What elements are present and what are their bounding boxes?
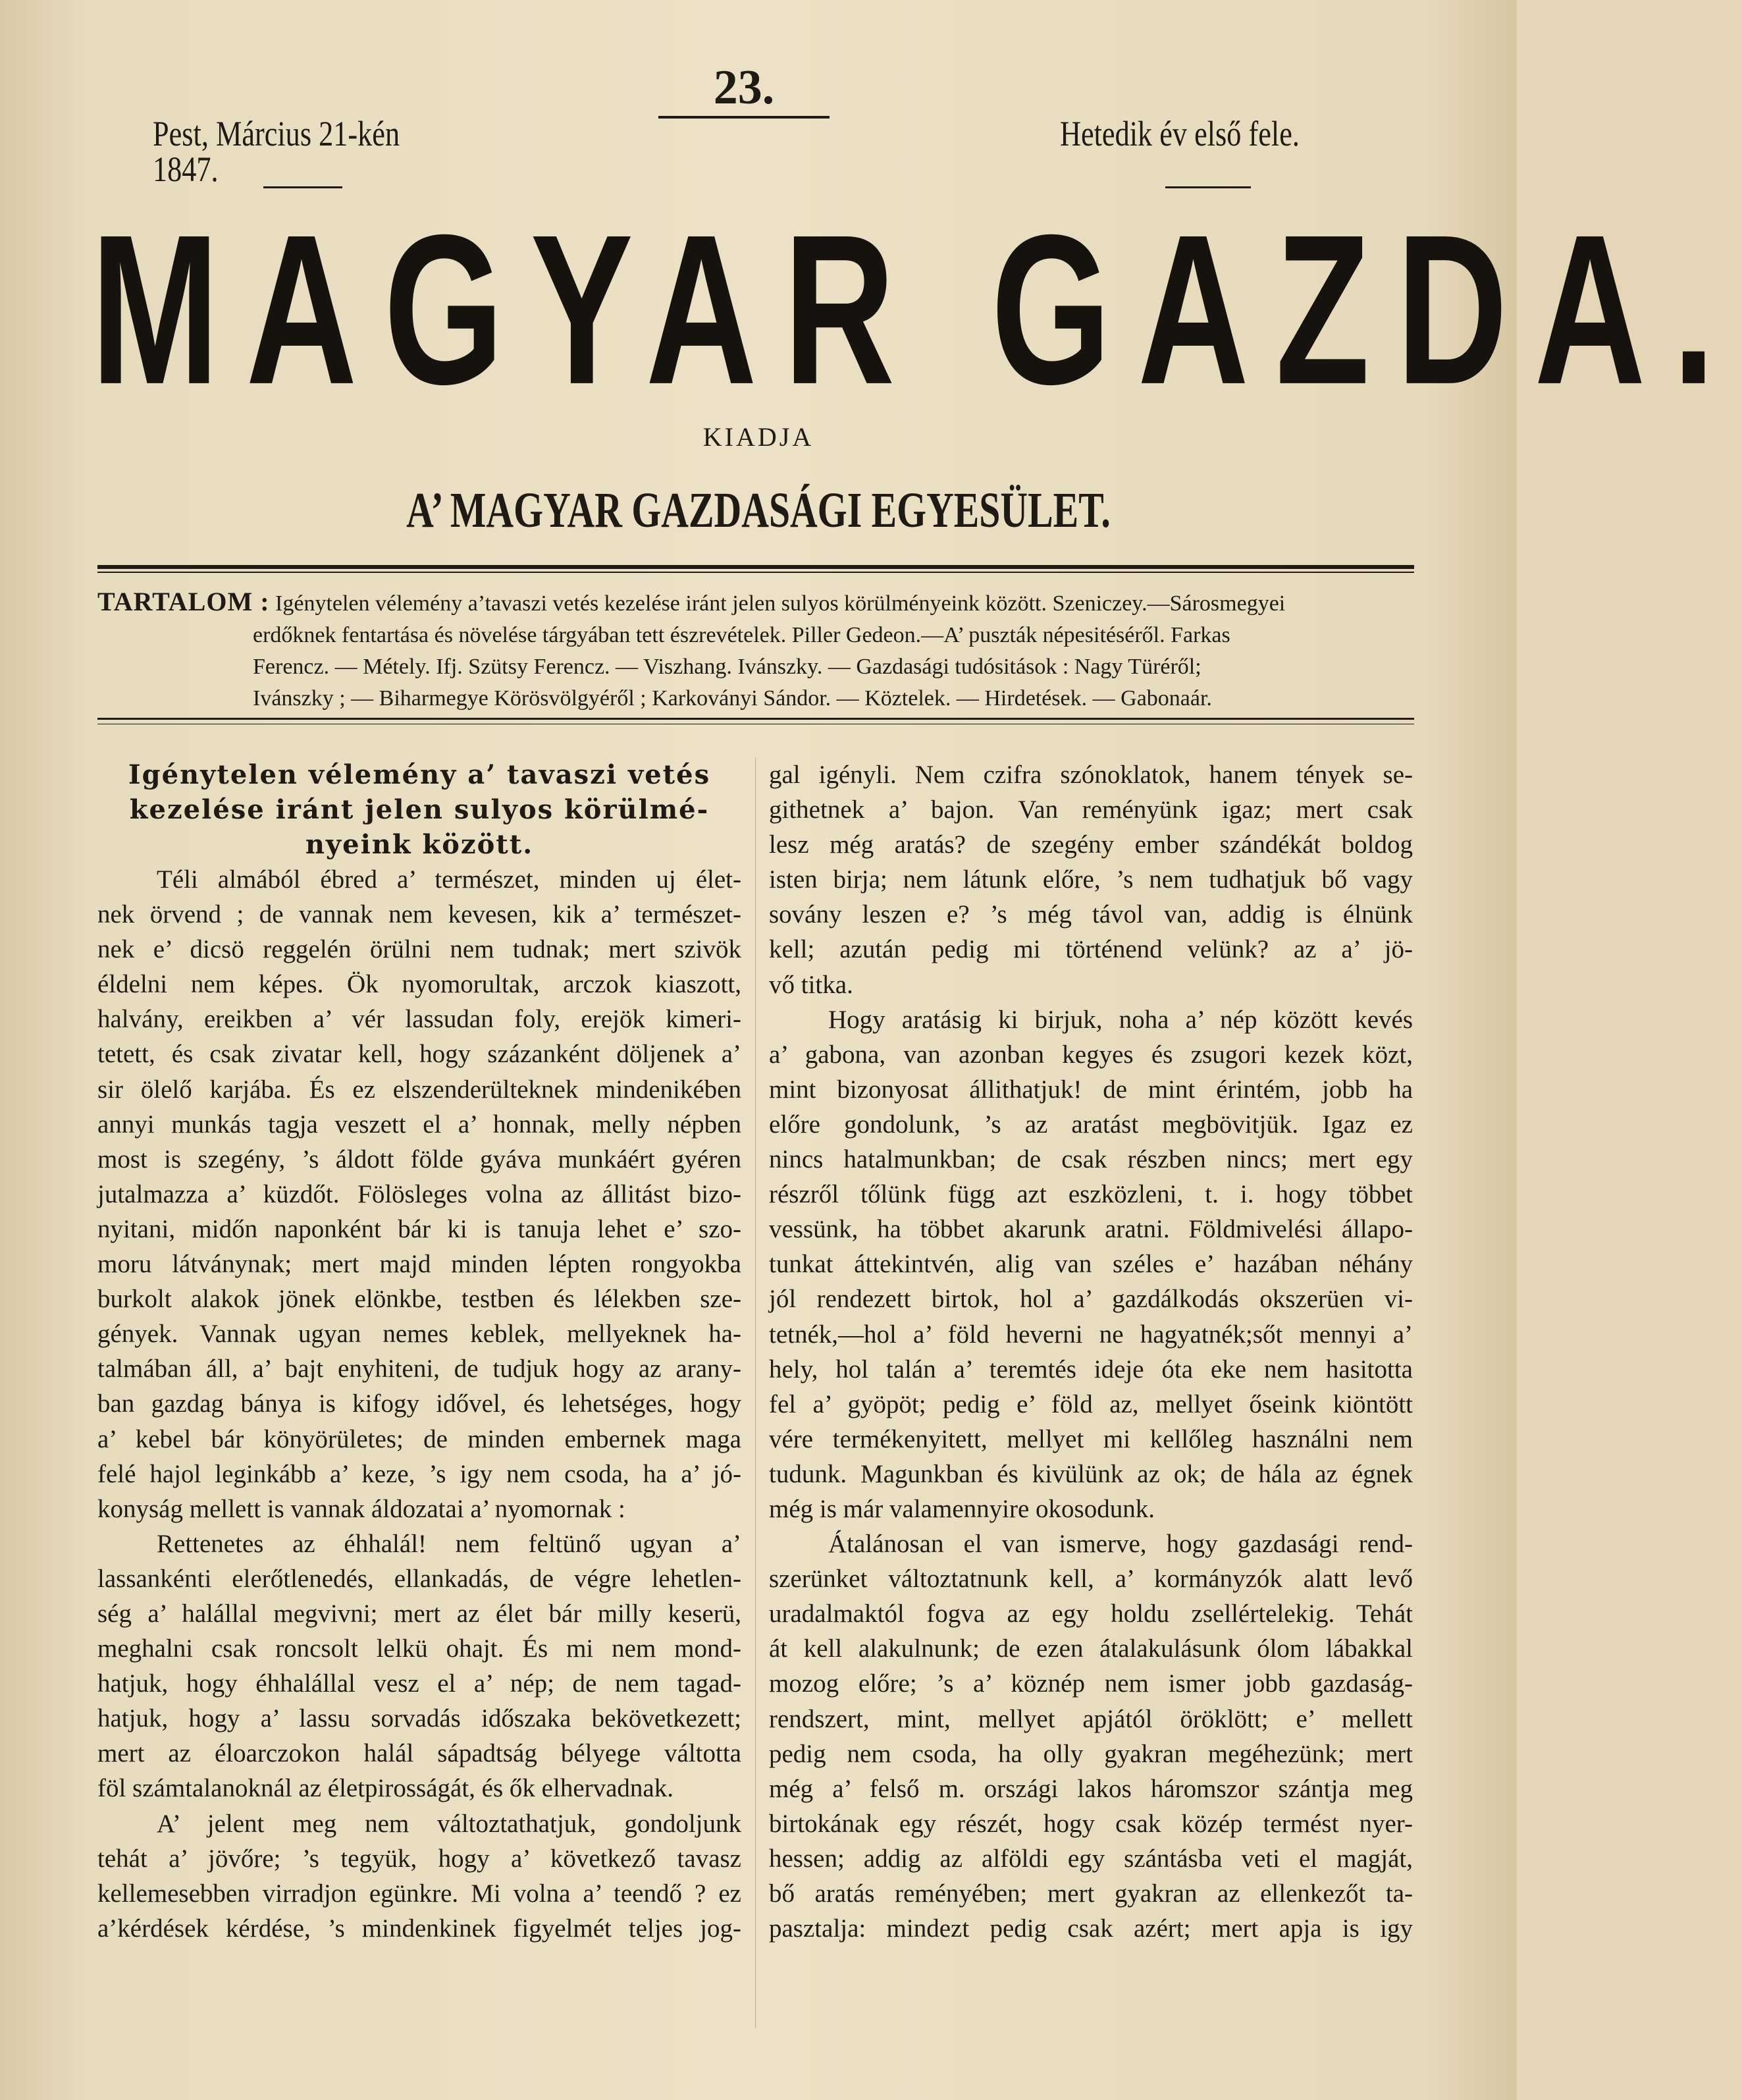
text-line: Téli almából ébred a’ természet, minden uj élet- [157, 865, 741, 894]
text-line: ség a’ halállal megvivni; mert az élet bár milly keserü, [97, 1599, 741, 1628]
text-line: lassankénti elerőtlenedés, ellankadás, de végre lehetlen- [97, 1564, 741, 1593]
article-body-right [769, 757, 1413, 1946]
text-line: nek e’ dicsö reggelén örülni nem tudnak; mert szivök [97, 935, 741, 964]
text-line: föl számtalanoknál az életpirosságát, és ők elhervadnak. [97, 1774, 673, 1803]
text-line: sovány leszen e? ’s még távol van, addig is élnünk [769, 900, 1413, 929]
article-body-left [97, 862, 741, 1946]
text-line: moru látványnak; mert majd minden lépten rongyokba [97, 1250, 741, 1279]
text-line: A’ jelent meg nem változtathatjuk, gondoljunk [157, 1809, 741, 1838]
column-divider [755, 757, 756, 2028]
text-line: mozog előre; ’s a’ köznép nem ismer jobb gazdaság- [769, 1669, 1413, 1698]
text-line: tunkat áttekintvén, alig van széles e’ hazában néhány [769, 1250, 1413, 1279]
text-line: a’ gabona, van azonban kegyes és zsugori kezek közt, [769, 1040, 1413, 1069]
text-line: tudunk. Magunkban és kivülünk az ok; de hála az égnek [769, 1459, 1413, 1488]
divider [97, 572, 1414, 573]
text-line: kell; azután pedig mi történend velünk? az a’ jö- [769, 935, 1413, 964]
toc-text: Ferencz. — Métely. Ifj. Szütsy Ferencz. — Viszhang. Ivánszky. — Gazdasági tudósitások : Nagy Türéről; [253, 655, 1201, 679]
text-line: most is szegény, ’s áldott földe gyáva munkáért gyéren [97, 1144, 741, 1173]
text-line: a’kérdések kérdése, ’s mindenkinek figyelmét teljes jog- [97, 1914, 741, 1943]
text-line: részről tőlünk függ azt eszközleni, t. i. hogy többet [769, 1180, 1413, 1209]
headline-line: nyeink között. [305, 829, 534, 860]
text-line: mert az éloarczokon halál sápadtság bélyege váltotta [97, 1739, 741, 1768]
text-line: Átalánosan el van ismerve, hogy gazdasági rend- [828, 1530, 1413, 1559]
toc-label: TARTALOM : [97, 587, 270, 616]
text-line: gények. Vannak ugyan nemes keblek, mellyeknek ha- [97, 1320, 741, 1349]
divider [263, 186, 342, 188]
divider [97, 718, 1414, 720]
text-line: tetett, és csak zivatar kell, hogy százanként döljenek a’ [97, 1040, 741, 1069]
table-of-contents [97, 586, 1408, 714]
text-line: gal igényli. Nem czifra szónoklatok, hanem tények se- [769, 761, 1413, 789]
text-line: meghalni csak roncsolt lelkü ohajt. És mi nem mond- [97, 1634, 741, 1663]
volume-info: Hetedik év első fele. [1060, 114, 1300, 153]
text-line: nincs hatalmunkban; de csak részben nincs; mert egy [769, 1145, 1413, 1174]
text-line: sir ölelő karjába. És ez elszenderülteknek mindenikében [97, 1075, 741, 1104]
text-line: burkolt alakok jönek elönkbe, testben és lélekben sze- [97, 1285, 741, 1314]
text-line: halvány, ereikben a’ vér lassudan foly, erejök kimeri- [97, 1005, 741, 1034]
text-line: tetnék,—hol a’ föld heverni ne hagyatnék;sőt mennyi a’ [769, 1320, 1413, 1349]
text-line: Hogy aratásig ki birjuk, noha a’ nép között kevés [828, 1005, 1413, 1034]
masthead-title: MAGYAR GAZDA. [91, 190, 1742, 429]
text-line: bő aratás reményében; mert gyakran az ellenkezőt ta- [769, 1879, 1413, 1908]
kiadja-label: KIADJA [702, 422, 814, 452]
text-line: mint bizonyosat állithatjuk! de mint érintém, jobb ha [769, 1075, 1413, 1104]
text-line: hatjuk, hogy éhhalállal vesz el a’ nép; de nem tagad- [97, 1669, 741, 1698]
article-column-left [97, 757, 741, 1946]
text-line: ban gazdag bánya is kifogy idővel, és lehetséges, hogy [97, 1389, 741, 1418]
text-line: át kell alakulnunk; de ezen átalakulásunk ólom lábakkal [769, 1634, 1413, 1663]
issue-date: Pest, Március 21-kén 1847. [153, 114, 400, 189]
text-line: jól rendezett birtok, hol a’ gazdálkodás okszerüen vi- [769, 1285, 1413, 1314]
text-line: talmában áll, a’ bajt enyhiteni, de tudjuk hogy az arany- [97, 1355, 741, 1384]
issue-number: 23. [658, 63, 830, 119]
toc-text: Igénytelen vélemény a’tavaszi vetés kezelése iránt jelen sulyos körülményeink között. Szeniczey.—Sárosmegyei [275, 591, 1286, 616]
text-line: felé hajol leginkább a’ keze, ’s igy nem csoda, ha a’ jó- [97, 1459, 741, 1488]
text-line: éldelni nem képes. Ök nyomorultak, arczok kiaszott, [97, 970, 741, 999]
text-line: githetnek a’ bajon. Van reményünk igaz; mert csak [769, 795, 1413, 824]
text-line: konyság mellett is vannak áldozatai a’ nyomornak : [97, 1494, 625, 1523]
text-line: annyi munkás tagja veszett el a’ honnak, melly népben [97, 1110, 741, 1139]
text-line: fel a’ gyöpöt; pedig e’ föld az, mellyet őseink kiöntött [769, 1389, 1413, 1418]
text-line: a’ kebel bár könyörületes; de minden embernek maga [97, 1424, 741, 1453]
text-line: isten birja; nem látunk előre, ’s nem tudhatjuk bő vagy [769, 865, 1413, 894]
text-line: vessünk, ha többet akarunk aratni. Földmivelési állapo- [769, 1215, 1413, 1244]
text-line: jutalmazza a’ küzdőt. Fölösleges volna az állitást bizo- [97, 1179, 741, 1208]
text-line: még a’ felső m. országi lakos háromszor szántja meg [769, 1774, 1413, 1803]
headline-line: kezelése iránt jelen sulyos körülmé- [129, 794, 710, 825]
text-line: Rettenetes az éhhalál! nem feltünő ugyan a’ [157, 1529, 741, 1558]
text-line: vő titka. [769, 970, 853, 999]
text-line: hely, hol talán a’ teremtés ideje óta eke nem hasitotta [769, 1355, 1413, 1384]
text-line: kellemesebben virradjon egünkre. Mi volna a’ teendő ? ez [97, 1879, 741, 1908]
divider [1165, 186, 1251, 188]
article-headline [97, 757, 741, 862]
text-line: uradalmaktól fogva az egy holdu zsellértelekig. Tehát [769, 1600, 1413, 1629]
text-line: nyitani, midőn naponként bár ki is tanuja lehet e’ szo- [97, 1214, 741, 1243]
text-line: lesz még aratás? de szegény ember szándékát boldog [769, 830, 1413, 859]
text-line: birtokának egy részét, hogy csak közép termést nyer- [769, 1809, 1413, 1838]
text-line: hessen; addig az alföldi egy szántásba veti el magját, [769, 1844, 1413, 1873]
text-line: szerünket változtatnunk kell, a’ kormányzók alatt levő [769, 1565, 1413, 1594]
text-line: tehát a’ jövőre; ’s tegyük, hogy a’ következő tavasz [97, 1844, 741, 1873]
publisher-name: A’ MAGYAR GAZDASÁGI EGYESÜLET. [406, 483, 1111, 538]
text-line: pedig nem csoda, ha olly gyakran megéhezünk; mert [769, 1739, 1413, 1768]
text-line: rendszert, mint, mellyet apjától öröklött; e’ mellett [769, 1704, 1413, 1733]
divider [97, 565, 1414, 569]
toc-line [97, 586, 1408, 620]
text-line: hatjuk, hogy a’ lassu sorvadás időszaka bekövetkezett; [97, 1704, 741, 1733]
article-column-right [769, 757, 1413, 1946]
text-line: előre gondolunk, ’s az aratást megbövitjük. Igaz ez [769, 1110, 1413, 1139]
text-line: pasztalja: mindezt pedig csak azért; mert apja is igy [769, 1914, 1413, 1943]
text-line: még is már valamennyire okosodunk. [769, 1494, 1155, 1523]
text-line: nek örvend ; de vannak nem kevesen, kik a’ természet- [97, 900, 741, 929]
headline-line: Igénytelen vélemény a’ tavaszi vetés [128, 759, 711, 790]
toc-text: erdőknek fentartása és növelése tárgyában tett észrevételek. Piller Gedeon.—A’ puszták népesitéséről. Farkas [253, 623, 1230, 647]
toc-text: Ivánszky ; — Biharmegye Körösvölgyéről ; Karkoványi Sándor. — Köztelek. — Hirdetések. — Gabonaár. [253, 686, 1212, 711]
text-line: vére termékenyitett, mellyet mi kellőleg használni nem [769, 1424, 1413, 1453]
